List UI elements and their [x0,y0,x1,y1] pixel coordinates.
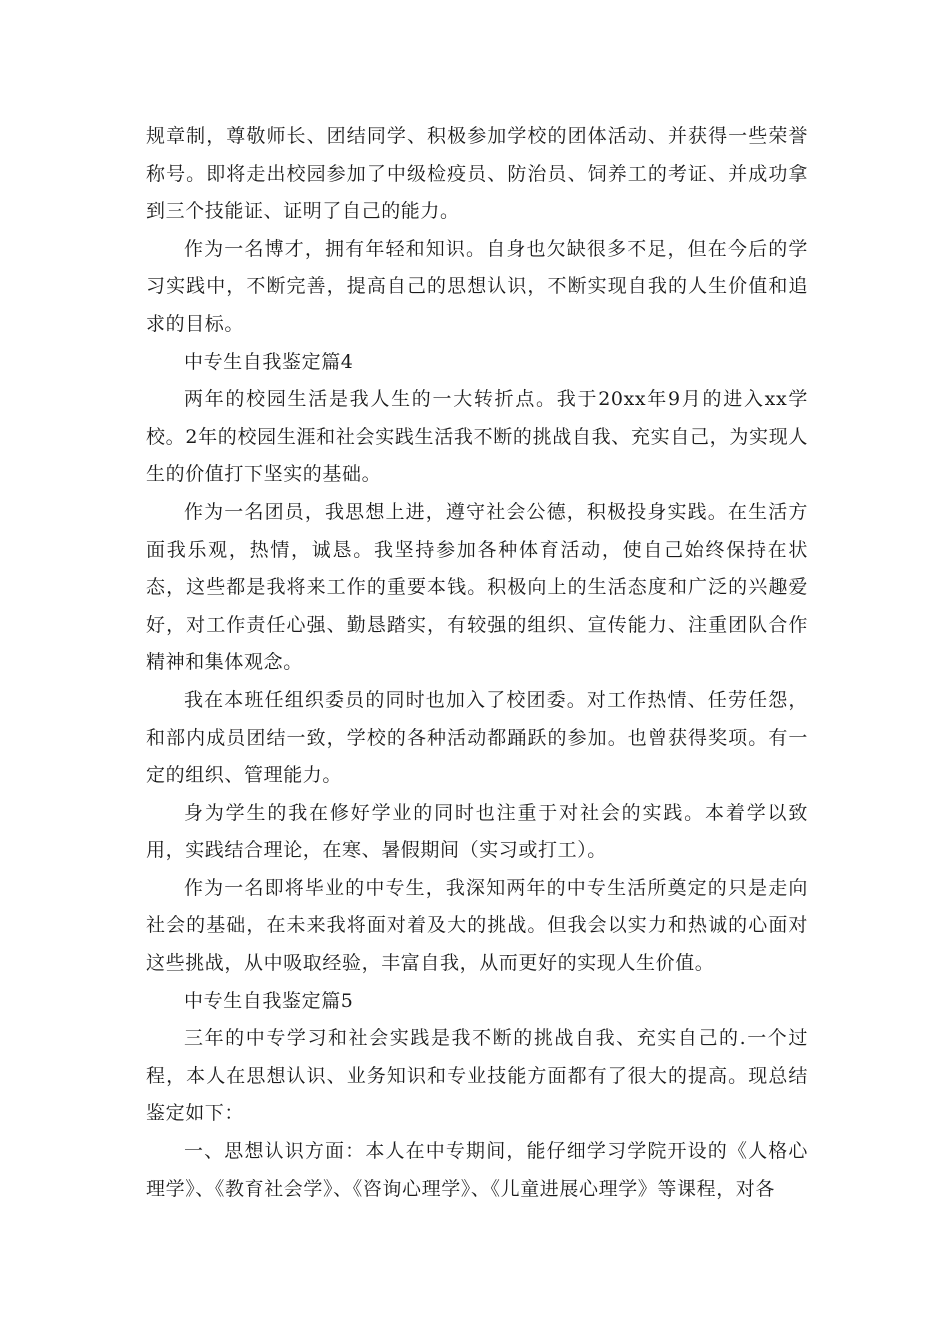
section-heading: 中专生自我鉴定篇5 [184,989,354,1012]
paragraph-continued: 规章制，尊敬师长、团结同学、积极参加学校的团体活动、并获得一些荣誉称号。即将走出校园参加了中级检疫员、防治员、饲养工的考证、并成功拿到三个技能证、证明了自己的能力。 [146,125,808,223]
paragraph: 三年的中专学习和社会实践是我不断的挑战自我、充实自己的.一个过程，本人在思想认识、业务知识和专业技能方面都有了很大的提高。现总结鉴定如下： [146,1027,808,1125]
section-heading: 中专生自我鉴定篇4 [184,350,354,373]
document-body [146,118,808,1208]
paragraph: 一、思想认识方面：本人在中专期间，能仔细学习学院开设的《人格心理学》、《教育社会学》、《咨询心理学》、《儿童进展心理学》等课程，对各 [146,1140,808,1200]
paragraph: 作为一名即将毕业的中专生，我深知两年的中专生活所奠定的只是走向社会的基础，在未来我将面对着及大的挑战。但我会以实力和热诚的心面对这些挑战，从中吸取经验，丰富自我，从而更好的实现人生价值。 [146,876,808,975]
paragraph: 作为一名团员，我思想上进，遵守社会公德，积极投身实践。在生活方面我乐观，热情，诚恳。我坚持参加各种体育活动，使自己始终保持在状态，这些都是我将来工作的重要本钱。积极向上的生活态度和广泛的兴趣爱好，对工作责任心强、勤恳踏实，有较强的组织、宣传能力、注重团队合作精神和集体观念。 [146,500,808,674]
paragraph: 两年的校园生活是我人生的一大转折点。我于20xx年9月的进入xx学校。2年的校园生涯和社会实践生活我不断的挑战自我、充实自己，为实现人生的价值打下坚实的基础。 [146,388,808,486]
paragraph: 我在本班任组织委员的同时也加入了校团委。对工作热情、任劳任怨，和部内成员团结一致，学校的各种活动都踊跃的参加。也曾获得奖项。有一定的组织、管理能力。 [146,688,808,787]
paragraph: 作为一名博才，拥有年轻和知识。自身也欠缺很多不足，但在今后的学习实践中，不断完善，提高自己的思想认识，不断实现自我的人生价值和追求的目标。 [146,237,808,335]
paragraph: 身为学生的我在修好学业的同时也注重于对社会的实践。本着学以致用，实践结合理论，在寒、暑假期间（实习或打工）。 [146,801,808,862]
